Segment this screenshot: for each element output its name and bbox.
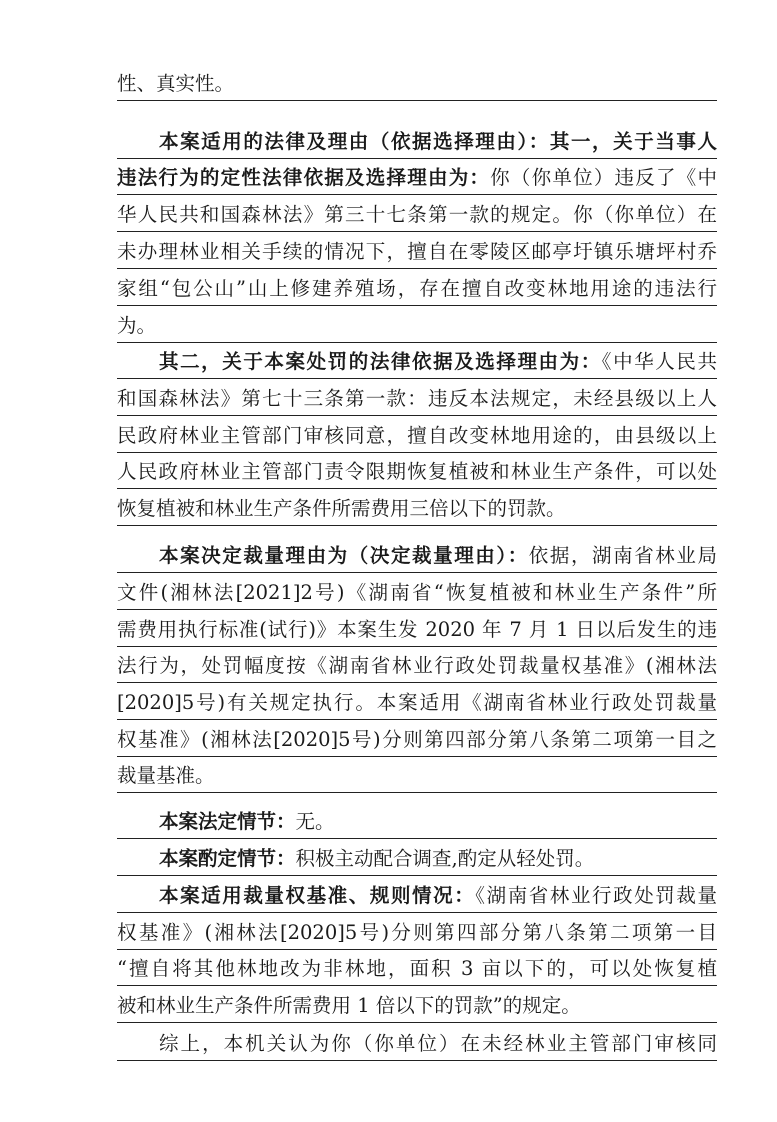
- text-line: [117, 806, 717, 839]
- bold-text-run: 本案法定情节：: [159, 810, 296, 833]
- text-line: [117, 880, 717, 913]
- text-run: 人民政府林业主管部门责令限期恢复植被和林业生产条件，可以处: [117, 460, 717, 483]
- text-run: 《中华人民共: [601, 350, 717, 373]
- text-line: [117, 126, 717, 159]
- bold-text-run: 本案决定裁量理由为（决定裁量理由）：: [159, 544, 529, 567]
- text-run: 依据，湖南省林业局: [528, 544, 717, 567]
- text-line: [117, 687, 717, 720]
- text-run: 无。: [295, 810, 335, 833]
- text-line: [117, 953, 717, 986]
- text-line: [117, 650, 717, 683]
- bold-text-run: 其二，关于本案处罚的法律依据及选择理由为：: [159, 350, 602, 373]
- text-line: [117, 310, 717, 343]
- text-line: [117, 577, 717, 610]
- text-line: [117, 1028, 717, 1061]
- text-line: [117, 990, 717, 1023]
- text-line: [117, 614, 717, 647]
- text-run: 权基准》(湘林法[2020]5号)分则第四部分第八条第二项第一目之: [117, 728, 717, 751]
- text-line: [117, 236, 717, 269]
- text-run: “擅自将其他林地改为非林地，面积 3 亩以下的，可以处恢复植: [117, 957, 717, 980]
- text-run: 恢复植被和林业生产条件所需费用三倍以下的罚款。: [117, 497, 566, 520]
- text-run: [2020]5号)有关规定执行。本案适用《湖南省林业行政处罚裁量: [117, 691, 717, 714]
- text-line: [117, 162, 717, 195]
- text-line: [117, 199, 717, 232]
- bold-text-run: 本案适用的法律及理由（依据选择理由）：其一，关于当事人: [159, 130, 717, 153]
- text-run: 你（你单位）违反了《中: [490, 166, 717, 189]
- text-run: 权基准》(湘林法[2020]5号)分则第四部分第八条第二项第一目: [117, 921, 717, 944]
- text-line: [117, 760, 717, 793]
- text-line: [117, 273, 717, 306]
- text-run: 被和林业生产条件所需费用 1 倍以下的罚款”的规定。: [117, 994, 581, 1017]
- text-run: 积极主动配合调查,酌定从轻处罚。: [295, 847, 595, 870]
- text-run: 文件(湘林法[2021]2号)《湖南省“恢复植被和林业生产条件”所: [117, 581, 717, 604]
- text-run: 家组“包公山”山上修建养殖场，存在擅自改变林地用途的违法行: [117, 277, 717, 300]
- text-line: [117, 843, 717, 876]
- text-line: [117, 383, 717, 416]
- text-line: [117, 917, 717, 950]
- text-run: 需费用执行标准(试行)》本案生发 2020 年 7 月 1 日以后发生的违: [117, 618, 717, 641]
- bold-text-run: 本案适用裁量权基准、规则情况：: [159, 884, 476, 907]
- text-run: 《湖南省林业行政处罚裁量: [475, 884, 717, 907]
- text-run: 性、真实性。: [117, 72, 235, 95]
- text-run: 裁量基准。: [117, 764, 215, 787]
- text-line: [117, 346, 717, 379]
- text-line: [117, 724, 717, 757]
- text-run: 未办理林业相关手续的情况下，擅自在零陵区邮亭圩镇乐塘坪村乔: [117, 240, 717, 263]
- text-line: [117, 68, 717, 101]
- text-run: 为。: [117, 314, 157, 337]
- text-run: 民政府林业主管部门审核同意，擅自改变林地用途的，由县级以上: [117, 424, 717, 447]
- text-line: [117, 456, 717, 489]
- text-run: 综上，本机关认为你（你单位）在未经林业主管部门审核同: [159, 1032, 717, 1055]
- text-line: [117, 420, 717, 453]
- text-run: 和国森林法》第七十三条第一款：违反本法规定，未经县级以上人: [117, 387, 717, 410]
- text-run: 法行为，处罚幅度按《湖南省林业行政处罚裁量权基准》(湘林法: [117, 654, 717, 677]
- text-run: 华人民共和国森林法》第三十七条第一款的规定。你（你单位）在: [117, 203, 717, 226]
- text-line: [117, 540, 717, 573]
- bold-text-run: 本案酌定情节：: [159, 847, 296, 870]
- bold-text-run: 违法行为的定性法律依据及选择理由为：: [117, 166, 491, 189]
- text-line: [117, 493, 717, 526]
